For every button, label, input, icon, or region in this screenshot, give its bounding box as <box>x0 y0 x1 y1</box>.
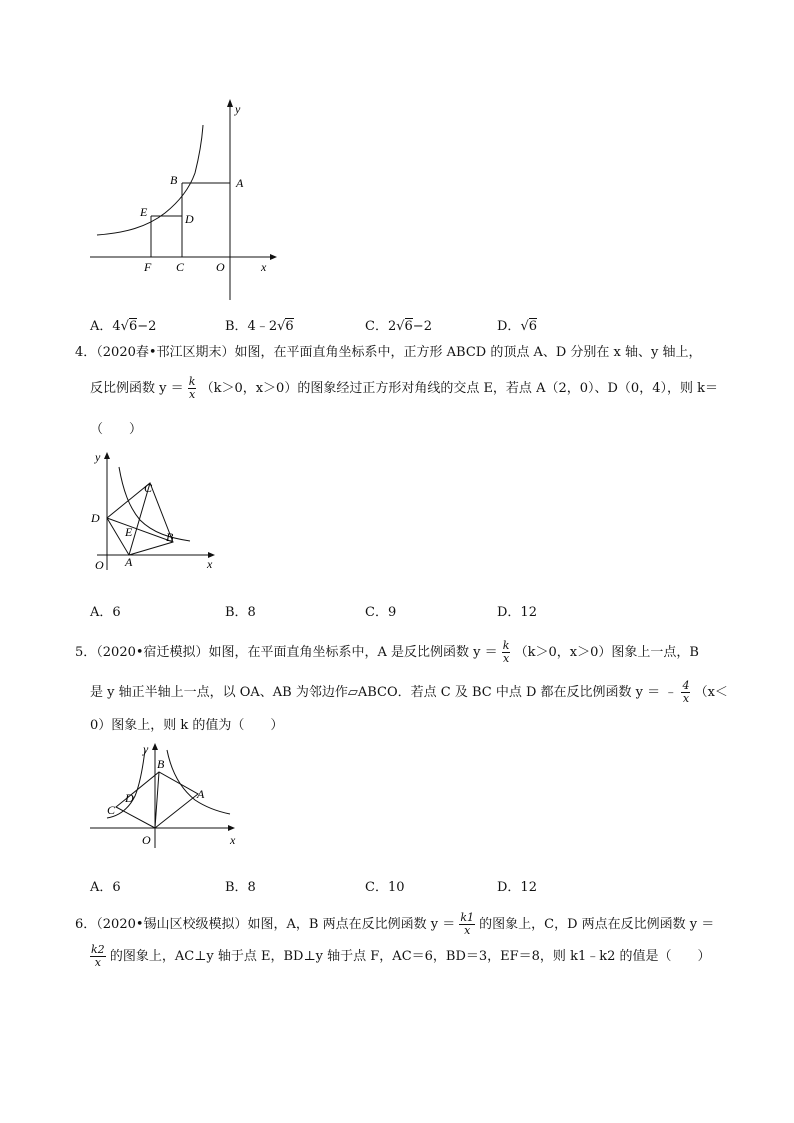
q3-label-d: D <box>185 212 194 226</box>
q4-label-o: O <box>95 558 104 572</box>
q3-option-a-suffix: −2 <box>137 319 157 334</box>
q4-option-d[interactable]: D．12 <box>497 605 537 620</box>
q6-line1-pre: 6．（2020•锡山区校级模拟）如图，A，B 两点在反比例函数 y ＝ <box>75 917 456 932</box>
q5-option-b[interactable]: B．8 <box>225 880 256 895</box>
q3-option-c-rad: 6 <box>404 319 413 334</box>
q4-option-b[interactable]: B．8 <box>225 605 256 620</box>
q5-frac-num: k <box>502 639 510 652</box>
q4-fraction <box>188 376 197 401</box>
q3-option-c[interactable] <box>365 315 432 334</box>
q5-option-c[interactable]: C．10 <box>365 880 405 895</box>
q5-label-a: A <box>197 787 205 801</box>
q4-line2-post: （k＞0，x＞0）的图象经过正方形对角线的交点 E，若点 A（2，0）、D（0，4），则 k＝ <box>200 381 718 396</box>
q5-y-arrow <box>152 743 158 750</box>
q4-frac-den: x <box>188 388 196 401</box>
q3-figure <box>85 95 285 310</box>
q3-label-o: O <box>216 260 225 274</box>
q3-x-arrow <box>270 254 277 260</box>
q5-label-c: C <box>107 803 116 817</box>
q4-label-e: E <box>125 525 133 539</box>
q4-line2 <box>90 376 718 401</box>
q4-line1: 4．（2020春•邗江区期末）如图，在平面直角坐标系中，正方形 ABCD 的顶点 A、D 分别在 x 轴、y 轴上， <box>75 345 702 360</box>
q3-label-a: A <box>236 176 244 190</box>
q6-frac2-den: x <box>94 956 101 969</box>
q4-label-c: C <box>144 481 153 495</box>
sqrt-icon: √ <box>396 319 405 334</box>
q5-label-b: B <box>157 757 165 771</box>
q4-option-c[interactable]: C．9 <box>365 605 397 620</box>
q3-label-x: x <box>261 260 267 274</box>
q3-option-d-prefix: D． <box>497 319 521 334</box>
q3-option-d[interactable] <box>497 315 537 334</box>
q5-label-o: O <box>142 833 151 847</box>
q5-fraction-2 <box>681 680 690 705</box>
q5-option-a[interactable]: A．6 <box>90 880 121 895</box>
q5-line1 <box>75 640 699 665</box>
q6-fraction-2 <box>90 944 106 969</box>
q5-frac-den: x <box>503 652 510 665</box>
q5-line2-pre: 是 y 轴正半轴上一点，以 OA、AB 为邻边作▱ABCO．若点 C 及 BC 中点 D 都在反比例函数 y ＝ ﹣ <box>90 685 678 700</box>
q3-label-b: B <box>170 173 178 187</box>
q5-frac2-den: x <box>682 692 690 705</box>
q4-label-d: D <box>91 511 100 525</box>
q4-line2-pre: 反比例函数 y ＝ <box>90 381 184 396</box>
q3-label-c: C <box>176 260 185 274</box>
q4-frac-num: k <box>188 375 196 388</box>
q3-option-c-suffix: −2 <box>412 319 432 334</box>
q4-diagonal-bd <box>107 518 173 542</box>
q3-label-y: y <box>235 102 241 116</box>
q3-y-arrow <box>227 99 233 107</box>
q4-figure <box>85 445 225 580</box>
q4-label-a: A <box>125 555 133 569</box>
q3-option-d-rad: 6 <box>528 319 538 334</box>
q4-option-a[interactable]: A．6 <box>90 605 121 620</box>
q4-label-x: x <box>207 557 213 571</box>
q5-label-d: D <box>125 791 134 805</box>
q5-line2 <box>90 680 728 705</box>
q3-option-b-prefix: B．4﹣2 <box>225 319 278 334</box>
q6-frac2-num: k2 <box>91 943 105 956</box>
q6-frac-den: x <box>464 924 471 937</box>
q5-line3: 0）图象上，则 k 的值为（ ） <box>90 718 284 733</box>
q6-line1-post: 的图象上，C，D 两点在反比例函数 y ＝ <box>479 917 715 932</box>
q4-label-y: y <box>95 450 101 464</box>
q6-line2 <box>90 944 711 969</box>
q4-label-b: B <box>166 530 174 544</box>
q6-fraction <box>459 912 475 937</box>
q3-option-b-rad: 6 <box>285 319 294 334</box>
sqrt-icon: √ <box>120 319 129 334</box>
q3-label-e: E <box>140 205 148 219</box>
q5-x-arrow <box>228 825 235 831</box>
q5-frac2-num: 4 <box>682 679 690 692</box>
sqrt-icon: √ <box>277 319 286 334</box>
q3-label-f: F <box>144 260 152 274</box>
sqrt-icon: √ <box>520 319 529 334</box>
q5-line1-pre: 5．（2020•宿迁模拟）如图，在平面直角坐标系中，A 是反比例函数 y ＝ <box>75 645 498 660</box>
q4-line3: （ ） <box>90 422 143 437</box>
q5-fraction <box>502 640 511 665</box>
q5-option-d[interactable]: D．12 <box>497 880 537 895</box>
q3-option-a[interactable] <box>90 315 156 334</box>
q3-option-c-prefix: C．2 <box>365 319 397 334</box>
q6-line1 <box>75 912 714 937</box>
q5-label-x: x <box>230 833 236 847</box>
q3-option-b[interactable] <box>225 315 294 334</box>
q5-line2-post: （x＜ <box>694 685 728 700</box>
q3-option-a-rad: 6 <box>128 319 138 334</box>
q6-line2-post: 的图象上，AC⊥y 轴于点 E，BD⊥y 轴于点 F，AC＝6，BD＝3，EF＝8，则 k1﹣k2 的值是（ ） <box>109 949 711 964</box>
q5-label-y: y <box>143 742 149 756</box>
q5-figure <box>85 738 250 853</box>
q5-segment-ob <box>155 772 159 828</box>
q6-frac-num: k1 <box>460 911 475 924</box>
q3-option-a-prefix: A．4 <box>90 319 121 334</box>
q4-y-arrow <box>104 452 110 459</box>
q5-line1-post: （k＞0，x＞0）图象上一点，B <box>514 645 699 660</box>
